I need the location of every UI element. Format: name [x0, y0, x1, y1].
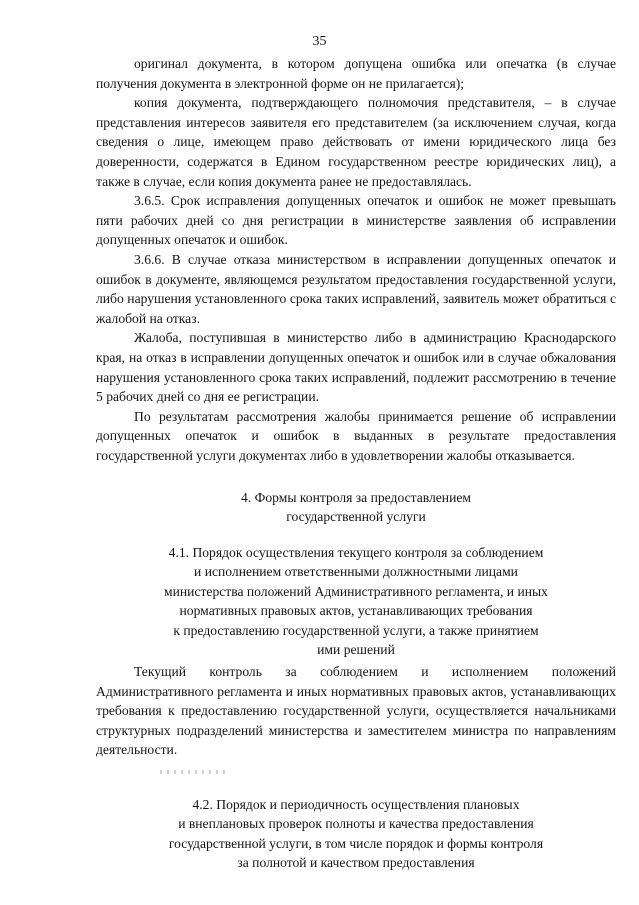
page-number: 35	[312, 34, 327, 49]
subsection-4-2-heading	[96, 795, 616, 873]
paragraph-3-6-5: 3.6.5. Срок исправления допущенных опечаток и ошибок не может превышать пяти рабочих дней со дня регистрации в министерстве заявления об исправлении допущенных опечаток и ошибок.	[96, 193, 616, 248]
heading-line: нормативных правовых актов, устанавливающих требования	[179, 603, 533, 619]
paragraph-representative-copy: копия документа, подтверждающего полномочия представителя, – в случае представления интересов заявителя его представителем (за исключением случая, когда сведения о лице, имеющем право действовать от имени юридического лица без доверенности, содержатся в Едином государственном реестре юридических лиц), а также в случае, если копия документа ранее не предоставлялась.	[96, 95, 616, 189]
heading-line: министерства положений Административного регламента, и иных	[164, 583, 548, 599]
heading-line: государственной услуги	[286, 509, 426, 525]
heading-line: 4. Формы контроля за предоставлением	[241, 490, 471, 505]
body-text-4-1	[96, 662, 616, 760]
heading-line: за полнотой и качеством предоставления	[237, 855, 475, 871]
heading-line: государственной услуги, в том числе порядок и формы контроля	[168, 835, 544, 851]
heading-line: 4.1. Порядок осуществления текущего контроля за соблюдением	[168, 545, 544, 560]
paragraph-original-document: оригинал документа, в котором допущена ошибка или опечатка (в случае получения документа в электронной форме он не прилагается);	[96, 56, 616, 91]
paragraph-complaint: Жалоба, поступившая в министерство либо в администрацию Краснодарского края, на отказ в исправлении допущенных опечаток и ошибок или в случае обжалования нарушения установленного срока таких исправлений, подлежит рассмотрению в течение 5 рабочих дней со дня ее регистрации.	[96, 330, 616, 405]
heading-line: и исполнением ответственными должностными лицами	[194, 564, 518, 580]
heading-line: 4.2. Порядок и периодичность осуществления плановых	[192, 797, 520, 812]
section-4-heading	[96, 488, 616, 527]
paragraph-3-6-6: 3.6.6. В случае отказа министерством в исправлении допущенных опечаток и ошибок в документе, являющемся результатом предоставления государственной услуги, либо нарушения установленного срока таких исправлений, заявитель может обратиться с жалобой на отказ.	[96, 251, 616, 326]
paragraph-complaint-result: По результатам рассмотрения жалобы принимается решение об исправлении допущенных опечаток и ошибок в выданных в результате предоставления государственной услуги документах либо в удовлетворении жалобы отказывается.	[96, 408, 616, 463]
heading-line: и внеплановых проверок полноты и качества предоставления	[178, 816, 534, 832]
scan-artifact	[160, 770, 230, 774]
body-text-top	[96, 54, 616, 465]
heading-line: к предоставлению государственной услуги, а также принятием	[173, 622, 539, 638]
heading-line: ими решений	[317, 642, 395, 658]
subsection-4-1-heading	[96, 543, 616, 659]
paragraph-current-control: Текущий контроль за соблюдением и исполнением положений Административного регламента и иных нормативных правовых актов, устанавливающих требования к предоставлению государственной услуги, осуществляется начальниками структурных подразделений министерства и заместителем министра по направлениям деятельности.	[96, 664, 616, 758]
